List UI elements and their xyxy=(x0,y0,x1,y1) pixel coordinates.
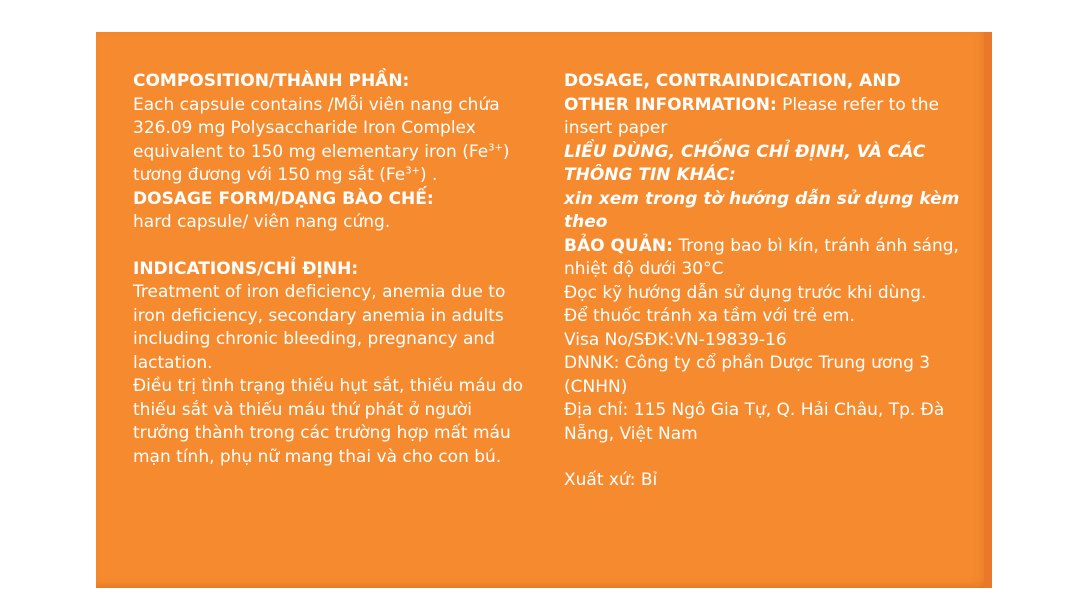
keep-away: Để thuốc tránh xa tầm với trẻ em. xyxy=(564,306,855,326)
lieu-dung-text: xin xem trong tờ hướng dẫn sử dụng kèm theo xyxy=(564,188,960,232)
indications-heading: INDICATIONS/CHỈ ĐỊNH: xyxy=(133,258,359,279)
composition-heading: COMPOSITION/THÀNH PHẦN: xyxy=(133,71,410,91)
lieu-dung-heading: LIỀU DÙNG, CHỐNG CHỈ ĐỊNH, VÀ CÁC THÔNG TIN KHÁC: xyxy=(564,141,926,185)
dosage-form-heading: DOSAGE FORM/DẠNG BÀO CHẾ: xyxy=(133,188,434,209)
bao-quan xyxy=(564,235,974,282)
left-column xyxy=(133,70,533,469)
indications-text-vi: Điều trị tình trạng thiếu hụt sắt, thiếu máu do thiếu sắt và thiếu máu thứ phát ở người trưởng thành trong các trường hợp mất máu mạn tính, phụ nữ mang thai và cho con bú. xyxy=(133,376,524,467)
dosage-info xyxy=(564,94,974,141)
bao-quan-text: Trong bao bì kín, tránh ánh sáng, nhiệt độ dưới 30°C xyxy=(564,235,959,279)
dosage-text: Please refer to the insert paper xyxy=(564,94,940,138)
bao-quan-heading: BẢO QUẢN: xyxy=(564,235,673,256)
address: Địa chỉ: 115 Ngô Gia Tự, Q. Hải Châu, Tp. Đà Nẵng, Việt Nam xyxy=(564,400,945,444)
package-edge xyxy=(984,32,992,588)
indications-text-en: Treatment of iron deficiency, anemia due to iron deficiency, secondary anemia in adults including chronic bleeding, pregnancy and lactation. xyxy=(133,282,506,373)
dosage-form-text: hard capsule/ viên nang cứng. xyxy=(133,212,391,232)
dosage-heading-1: DOSAGE, CONTRAINDICATION, AND xyxy=(564,71,901,91)
read-instructions: Đọc kỹ hướng dẫn sử dụng trước khi dùng. xyxy=(564,282,927,303)
composition-text: Each capsule contains /Mỗi viên nang chứa 326.09 mg Polysaccharide Iron Complex equivalent to 150 mg elementary iron $(Fe^{3+})$ tương đương với 150 mg sắt $(Fe^{3+})$ . xyxy=(133,94,510,185)
right-column xyxy=(564,70,974,493)
dosage-heading-2: OTHER INFORMATION: xyxy=(564,94,777,115)
importer: DNNK: Công ty cổ phần Dược Trung ương 3 (CNHN) xyxy=(564,353,931,397)
origin: Xuất xứ: Bỉ xyxy=(564,470,658,490)
visa-number: Visa No/SĐK:VN-19839-16 xyxy=(564,329,787,350)
